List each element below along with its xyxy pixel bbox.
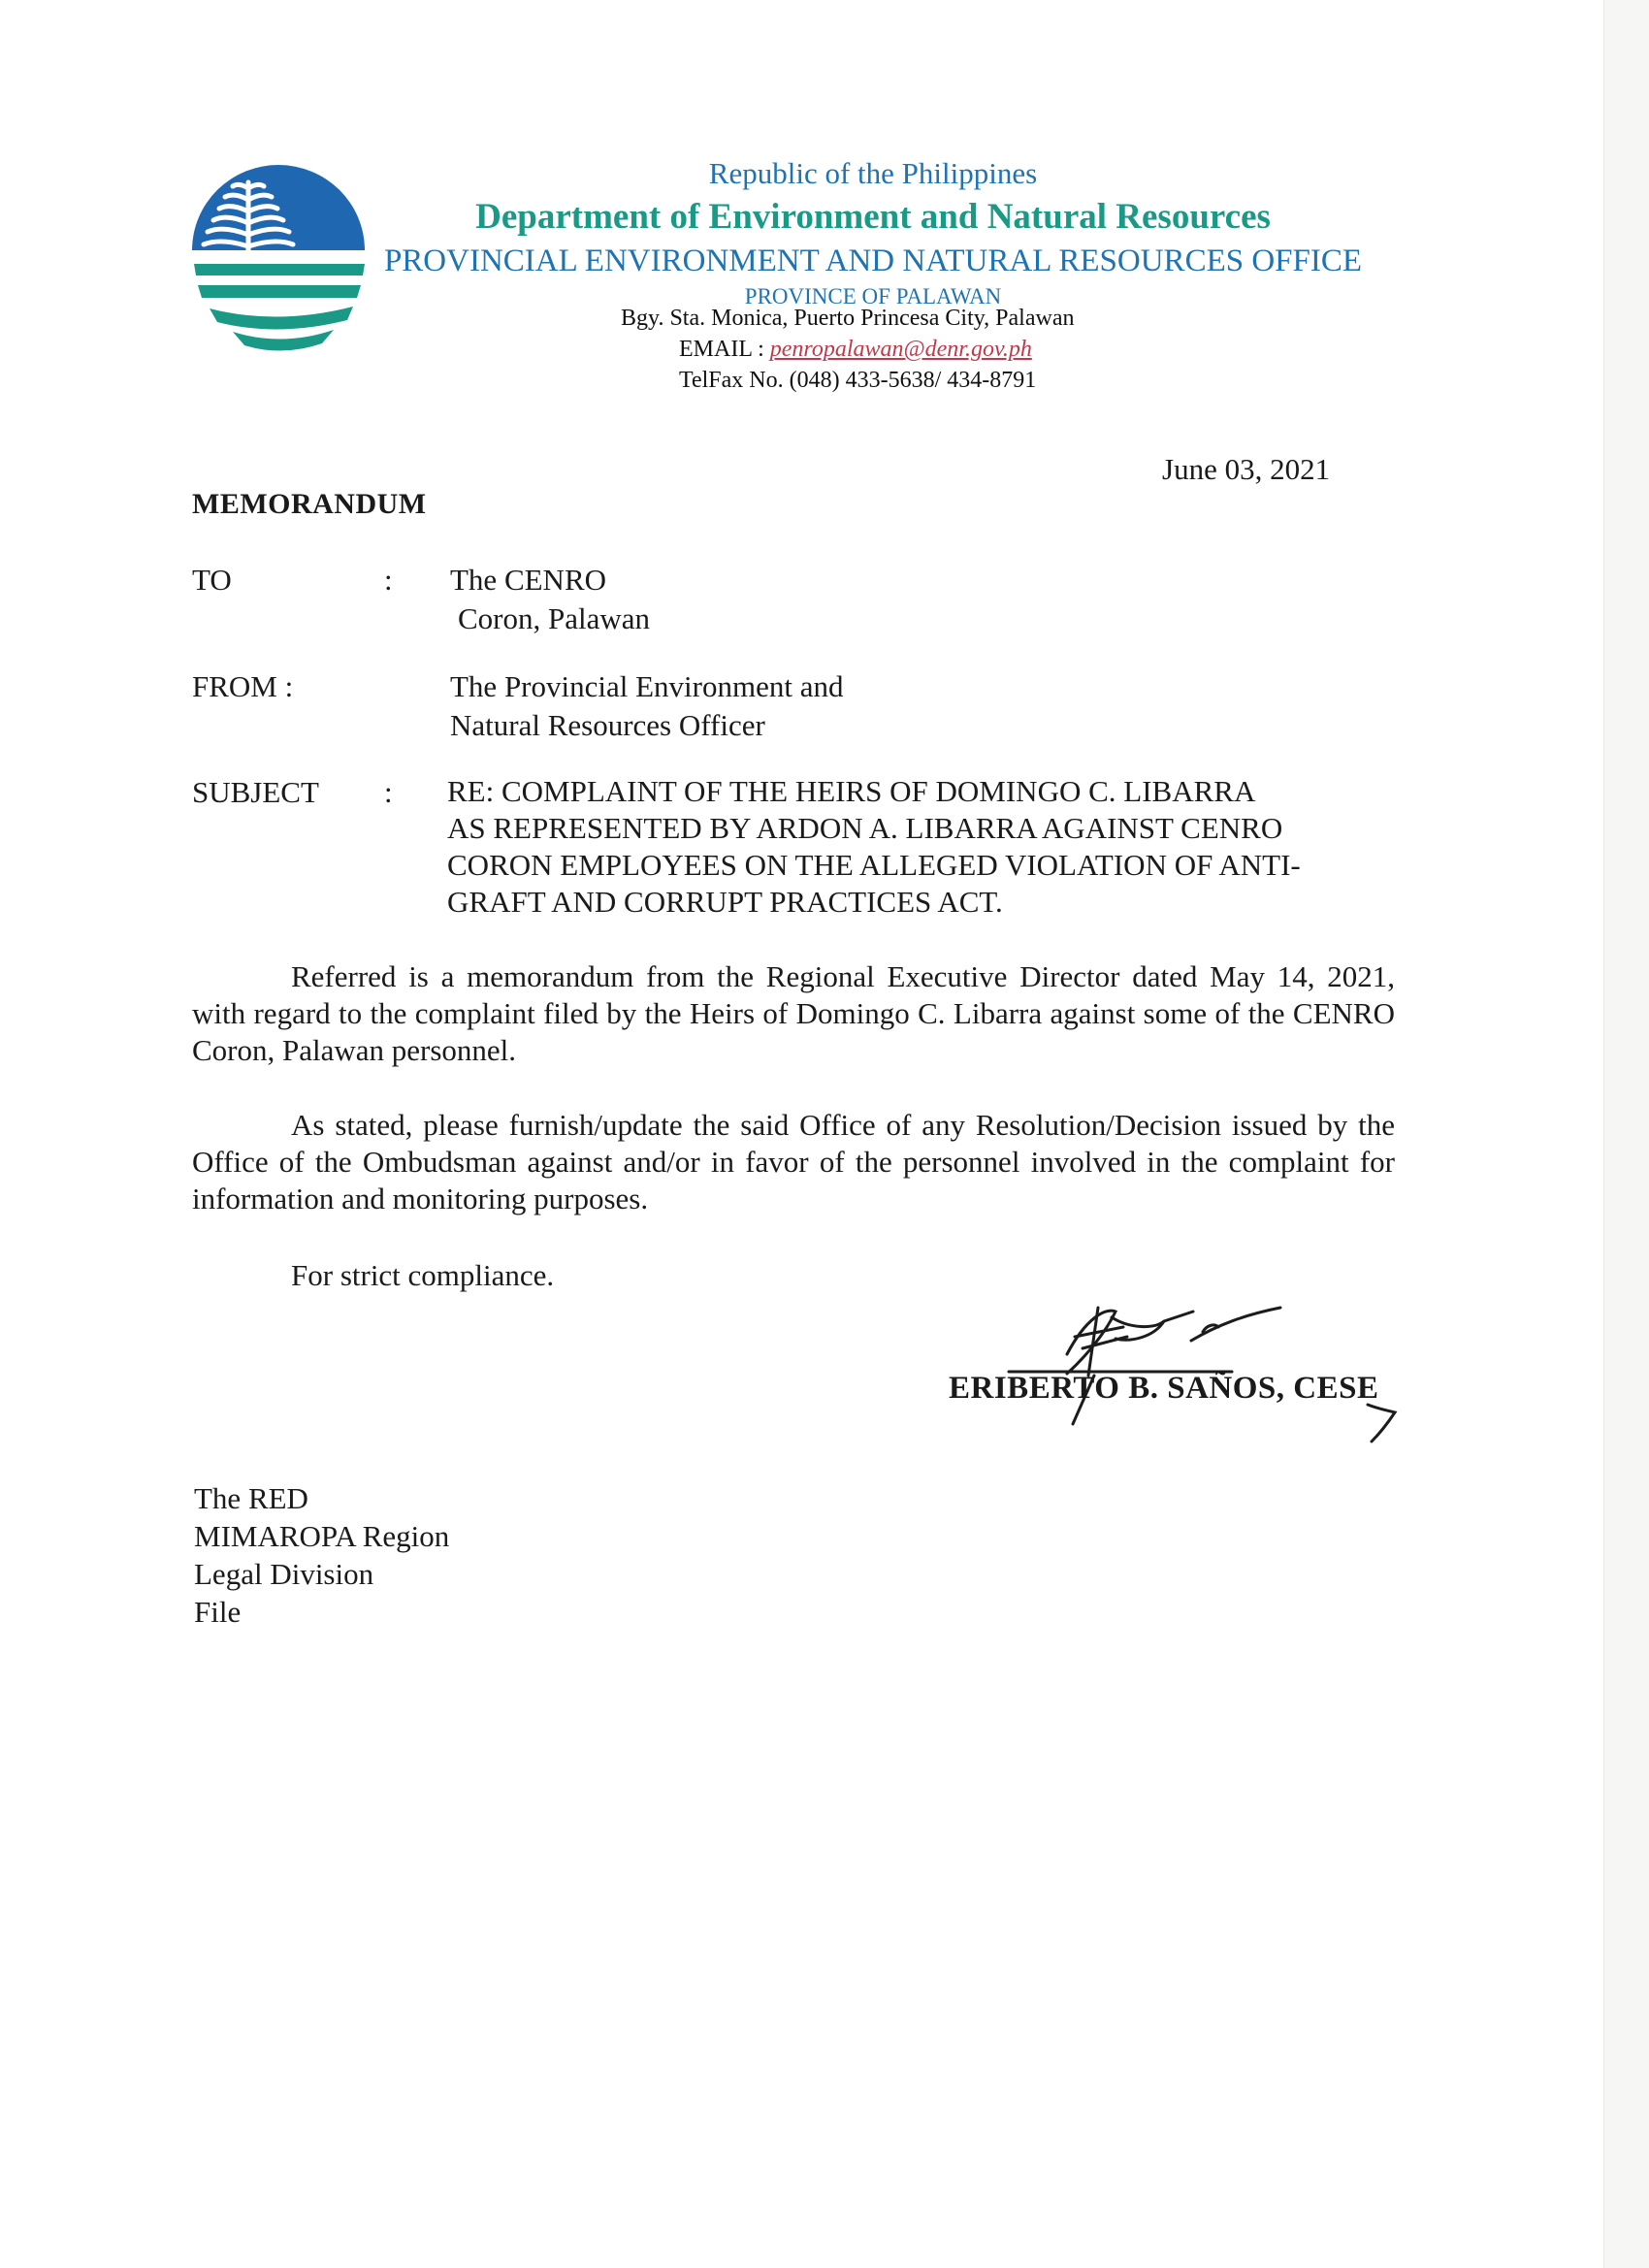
cc-item: File — [194, 1595, 242, 1629]
office-title: PROVINCIAL ENVIRONMENT AND NATURAL RESOURCES OFFICE — [383, 243, 1363, 278]
body-paragraph-1: Referred is a memorandum from the Regional Executive Director dated May 14, 2021, with regard to the complaint filed by the Heirs of Domingo C. Libarra against some of the CENRO Coron, Palawan personnel. — [192, 959, 1395, 1067]
republic-title: Republic of the Philippines — [708, 156, 1038, 190]
cc-item: The RED — [194, 1481, 308, 1515]
signatory-name: ERIBERTO B. SAÑOS, CESE — [949, 1371, 1379, 1406]
letterhead — [369, 153, 1377, 312]
to-label: TO — [192, 563, 232, 597]
to-line-1: The CENRO — [450, 563, 607, 597]
telfax-line: TelFax No. (048) 433-5638/ 434-8791 — [679, 368, 1037, 393]
subject-text — [447, 773, 1407, 921]
memo-title: MEMORANDUM — [192, 488, 427, 520]
subject-line: CORON EMPLOYEES ON THE ALLEGED VIOLATION OF ANTI- — [447, 848, 1301, 882]
memo-date: June 03, 2021 — [1162, 452, 1331, 486]
contact-block — [621, 303, 1164, 396]
denr-logo-icon — [190, 163, 367, 365]
email-link[interactable]: penropalawan@denr.gov.ph — [769, 337, 1032, 362]
subject-label: SUBJECT — [192, 775, 319, 809]
closing-line: For strict compliance. — [291, 1258, 555, 1292]
email-line — [621, 334, 1164, 365]
from-line-1: The Provincial Environment and — [450, 669, 844, 703]
from-line-2: Natural Resources Officer — [450, 708, 765, 742]
subject-colon: : — [384, 775, 393, 809]
office-address: Bgy. Sta. Monica, Puerto Princesa City, Palawan — [621, 306, 1075, 331]
body-paragraph-2: As stated, please furnish/update the said Office of any Resolution/Decision issued by the Office of the Ombudsman against and/or in favor of the personnel involved in the complaint for information and monitoring purposes. — [192, 1108, 1395, 1215]
subject-line: RE: COMPLAINT OF THE HEIRS OF DOMINGO C. LIBARRA — [447, 774, 1256, 808]
department-title: Department of Environment and Natural Resources — [475, 197, 1271, 237]
from-label: FROM : — [192, 669, 294, 703]
to-colon: : — [384, 563, 393, 597]
scan-edge — [1603, 0, 1649, 2268]
cc-item: MIMAROPA Region — [194, 1519, 450, 1553]
copy-furnished-list — [194, 1479, 449, 1631]
to-recipient — [450, 561, 650, 638]
to-line-2: Coron, Palawan — [458, 601, 651, 635]
subject-line: AS REPRESENTED BY ARDON A. LIBARRA AGAINST CENRO — [447, 811, 1283, 845]
email-label: EMAIL : — [679, 337, 770, 362]
from-sender — [450, 667, 843, 745]
cc-item: Legal Division — [194, 1557, 374, 1591]
province-title: PROVINCE OF PALAWAN — [744, 284, 1002, 308]
handwritten-signature — [960, 1279, 1406, 1443]
subject-line: GRAFT AND CORRUPT PRACTICES ACT. — [447, 885, 1003, 919]
